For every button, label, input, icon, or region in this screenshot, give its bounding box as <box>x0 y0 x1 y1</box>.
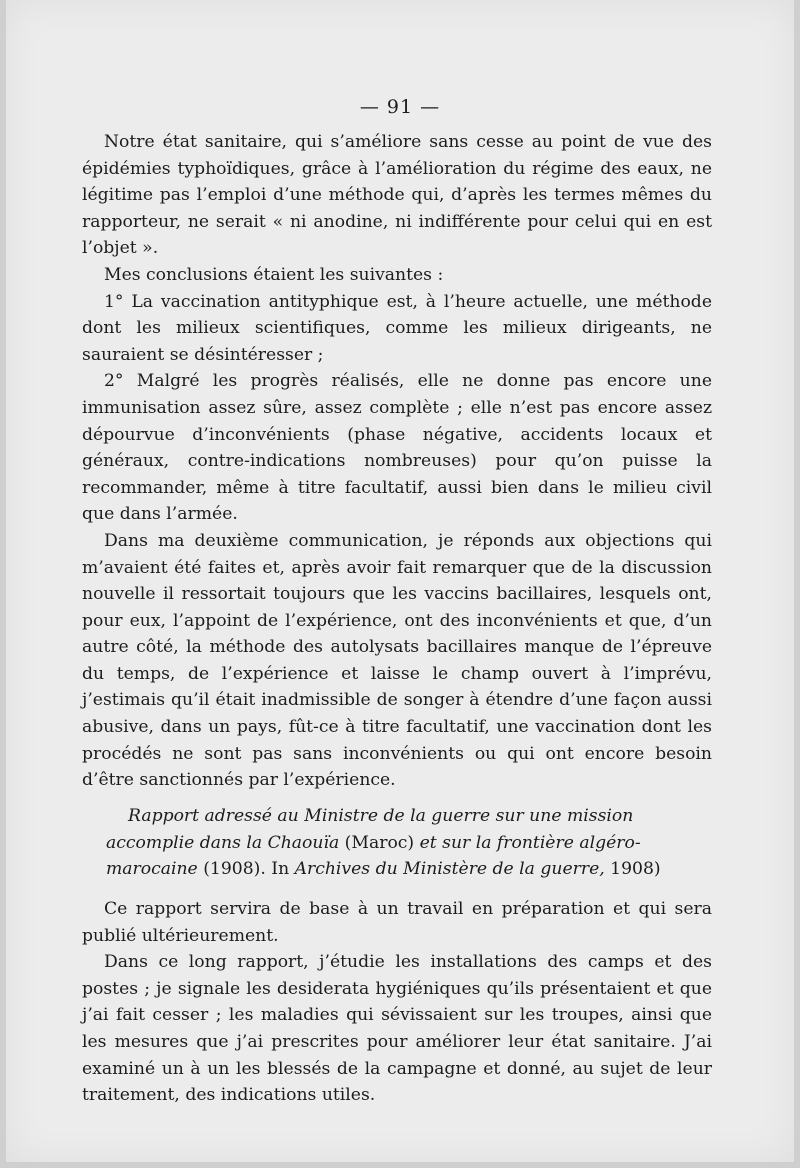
citation-place: (Maroc) <box>339 832 420 853</box>
citation-title-part1: Rapport adressé au Ministre de la guerre sur une mission accomplie dans la Chaouïa <box>106 806 634 853</box>
citation-block <box>82 803 712 883</box>
body-text-upper <box>82 129 712 794</box>
citation-year: (1908). In <box>197 859 295 880</box>
page-number: — 91 — <box>359 96 441 118</box>
document-page <box>6 0 794 1162</box>
paragraph-second-communication: Dans ma deuxième communication, je réponds aux objections qui m’avaient été faites et, après avoir fait remarquer que de la discussion nouvelle il ressortait toujours que les vaccins bacillaires, lesquels ont, pour eux, l’appoint de l’expérience, ont des inconvénients et que, d’un autre côté, la méthode des autolysats bacillaires manque de l’épreuve du temps, de l’expérience et laisse le champ ouvert à l’imprévu, j’estimais qu’il était inadmissible de songer à étendre d’une façon aussi abusive, dans un pays, fût-ce à titre facultatif, une vaccination dont les procédés ne sont pas sans inconvénients ou qui ont encore besoin d’être sanctionnés par l’expérience. <box>82 530 712 791</box>
citation-source-year: 1908) <box>604 859 661 880</box>
paragraph-conclusion-1: 1° La vaccination antityphique est, à l’heure actuelle, une méthode dont les milieux scientifiques, comme les milieux dirigeants, ne sauraient se désintéresser ; <box>82 291 712 365</box>
body-text-lower <box>82 896 712 1109</box>
paragraph-long-report: Dans ce long rapport, j’étudie les installations des camps et des postes ; je signale les desiderata hygiéniques qu’ils présentaient et que j’ai fait cesser ; les maladies qui sévissaient sur les troupes, ainsi que les mesures que j’ai prescrites pour améliorer leur état sanitaire. J’ai examiné un à un les blessés de la campagne et donné, au sujet de leur traitement, des indications utiles. <box>82 952 712 1106</box>
citation-source: Archives du Ministère de la guerre, <box>294 859 605 880</box>
paragraph-sanitary-state: Notre état sanitaire, qui s’améliore sans cesse au point de vue des épidémies typhoïdiques, grâce à l’amélioration du régime des eaux, ne légitime pas l’emploi d’une méthode qui, d’après les termes mêmes du rapporteur, ne serait « ni anodine, ni indifférente pour celui qui en est l’objet ». <box>82 132 712 259</box>
report-citation <box>82 803 712 883</box>
paragraph-conclusions-intro: Mes conclusions étaient les suivantes : <box>104 264 444 285</box>
paragraph-report-basis: Ce rapport servira de base à un travail en préparation et qui sera publié ultérieurement. <box>82 899 712 946</box>
citation-title-part2: et sur la frontière algéro-marocaine <box>106 832 641 880</box>
paragraph-conclusion-2: 2° Malgré les progrès réalisés, elle ne donne pas encore une immunisation assez sûre, assez complète ; elle n’est pas encore assez dépourvue d’inconvénients (phase négative, accidents locaux et généraux, contre-indications nombreuses) pour qu’on puisse la recommander, même à titre facultatif, aussi bien dans le milieu civil que dans l’armée. <box>82 371 712 525</box>
